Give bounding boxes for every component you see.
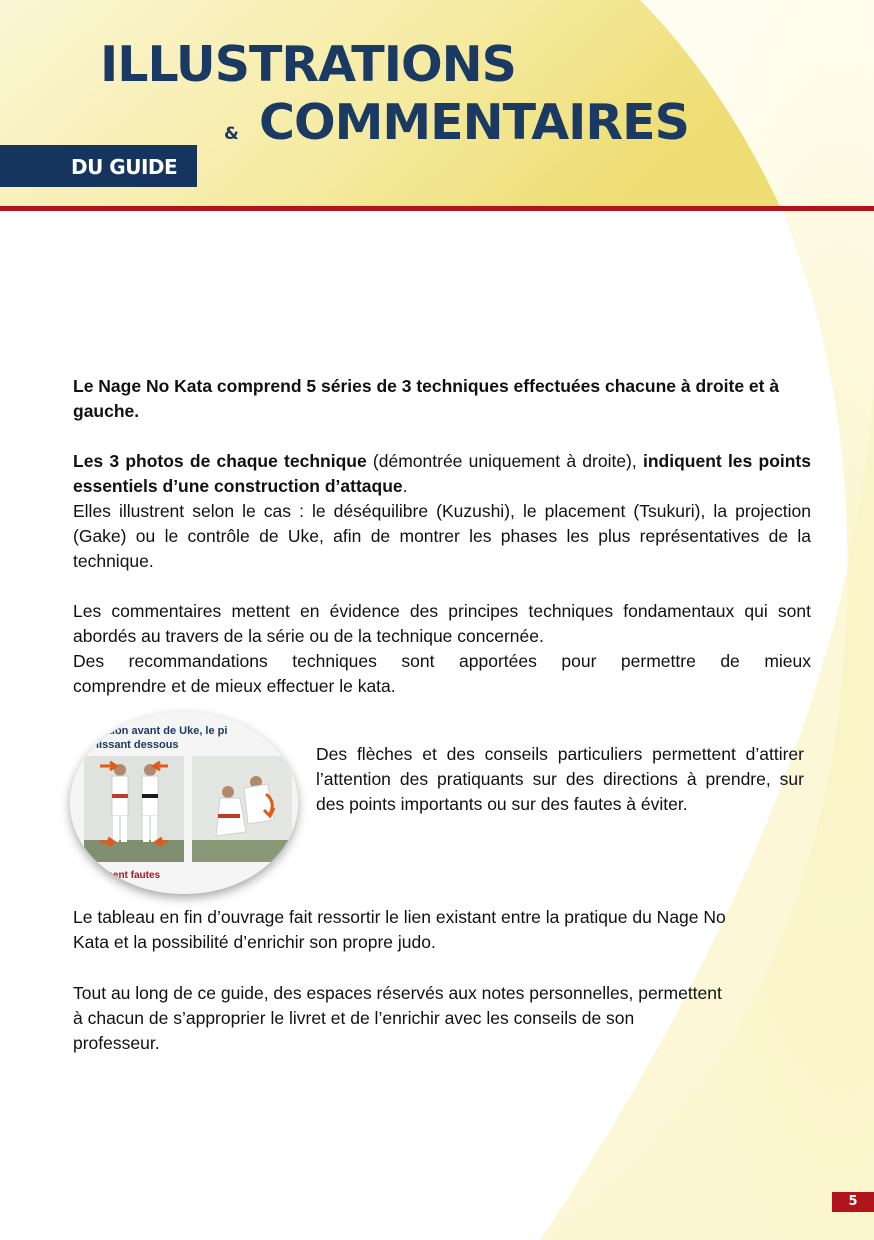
photos-normal: (démontrée uniquement à droite), [366,451,643,471]
photos-bold-end: indiquent les points essentiels d’une construction d’attaque [73,451,811,496]
section-tag [0,145,197,187]
table-paragraph [73,905,763,955]
table-text: Le tableau en fin d’ouvrage fait ressortir le lien existant entre la pratique du Nage No Kata et la possibilité d’enrichir son propre judo. [73,907,726,952]
photos-paragraph [73,449,811,574]
title-ampersand: & [224,124,239,144]
arrows-paragraph [316,742,804,817]
comments-paragraph [73,599,811,699]
page-title-line-1: ILLUSTRATIONS [100,36,516,93]
judo-thumbnail-image [70,712,298,894]
recommendations-line-2: comprendre et de mieux effectuer le kata. [73,676,396,696]
page-title-line-2: COMMENTAIRES [259,94,689,151]
thumbnail-caption-bottom: ment fautes [104,870,161,881]
arrows-text: Des flèches et des conseils particuliers permettent d’attirer l’attention des pratiquants sur des directions à prendre, sur des points importants ou sur des fautes à éviter. [316,744,804,814]
photos-bold-start: Les 3 photos de chaque technique [73,451,367,471]
phases-text: Elles illustrent selon le cas : le déséquilibre (Kuzushi), le placement (Tsukuri), la projection (Gake) ou le contrôle de Uke, afin de montrer les phases les plus représentatives de la technique. [73,501,811,571]
photos-period: . [402,476,408,496]
header-divider [0,206,874,211]
intro-text: Le Nage No Kata comprend 5 séries de 3 techniques effectuées chacune à droite et à gauche. [73,376,780,421]
recommendations-line-1: Des recommandations techniques sont apportées pour permettre de mieux [73,651,811,671]
notes-paragraph [73,981,723,1056]
thumbnail-caption-2: lissant dessous [96,739,179,751]
intro-paragraph [73,374,811,424]
section-tag-label: DU GUIDE [71,155,178,179]
thumbnail-caption-1: ection avant de Uke, le pi [96,725,228,737]
notes-text: Tout au long de ce guide, des espaces réservés aux notes personnelles, permettent à chacun de s’approprier le livret et de l’enrichir avec les conseils de son professeur. [73,983,722,1053]
page-number: 5 [832,1192,874,1212]
comments-text: Les commentaires mettent en évidence des principes techniques fondamentaux qui sont abordés au travers de la série ou de la technique concernée. [73,601,811,646]
